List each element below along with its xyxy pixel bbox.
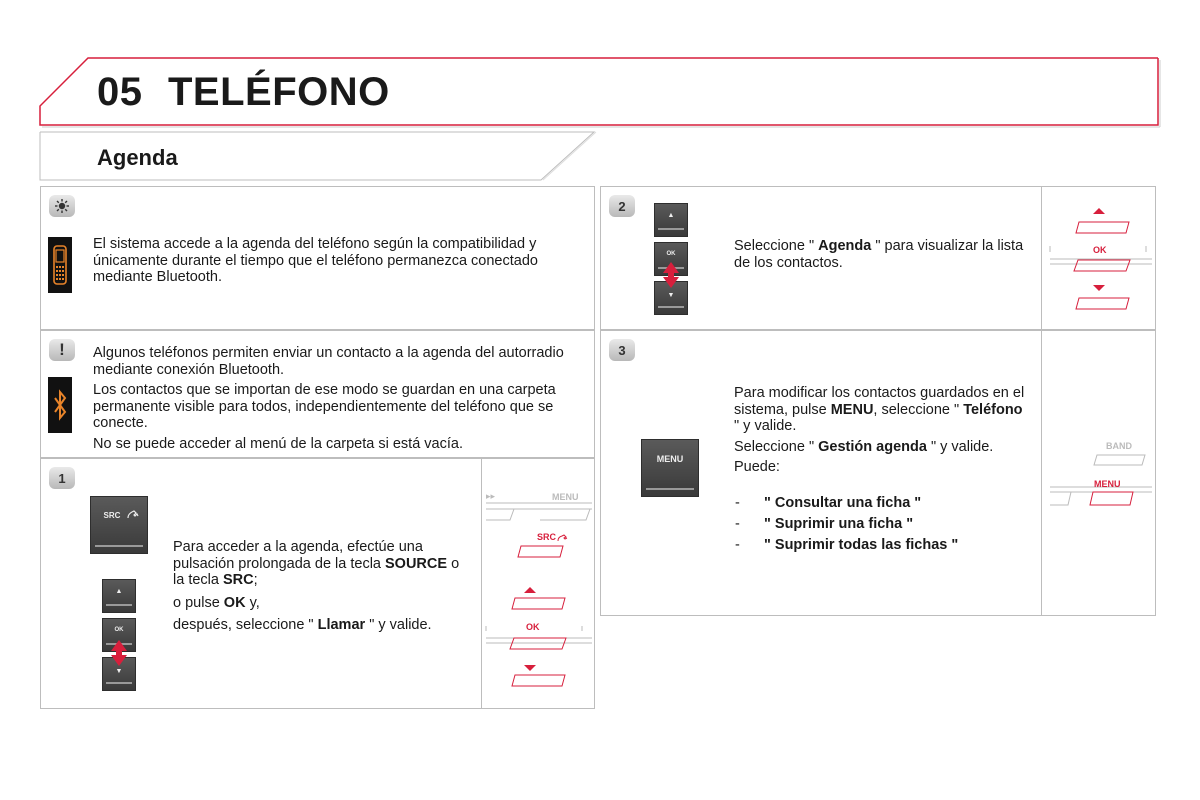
lightbulb-icon	[49, 195, 75, 217]
src-key	[90, 496, 148, 554]
src-key-label: SRC	[103, 511, 121, 520]
phone-handset-icon	[127, 510, 139, 520]
display-ok-label: OK	[526, 622, 540, 632]
step-1-display-column	[481, 459, 595, 708]
step-1-panel	[40, 458, 595, 709]
warning-text	[93, 345, 588, 456]
display-ok-group	[1042, 203, 1156, 313]
section-title: Agenda	[97, 145, 178, 170]
press-indicator-icon	[661, 261, 681, 289]
warning-panel	[40, 330, 595, 458]
ok-key: OK	[654, 242, 688, 276]
display-src-label: SRC	[537, 532, 557, 542]
warning-line-1: Algunos teléfonos permiten enviar un contacto a la agenda del autorradio mediante conexión Bluetooth.	[93, 345, 564, 378]
warning-line-2: Los contactos que se importan de ese modo se guardan en una carpeta permanente visible para todos, independientemente del teléfono que se conecte.	[93, 382, 556, 431]
up-key: ▲	[102, 579, 136, 613]
step-2-text: Seleccione " Agenda " para visualizar la lista de los contactos.	[734, 238, 1024, 271]
step-1-badge: 1	[49, 467, 75, 489]
option-item-1: " Consultar una ficha "	[764, 495, 922, 511]
step-3-puede: Puede:	[734, 459, 780, 475]
bluetooth-icon	[48, 377, 72, 433]
step-2-badge: 2	[609, 195, 635, 217]
option-item-2: " Suprimir una ficha "	[764, 516, 914, 532]
step-1-text: Para acceder a la agenda, efectúe una pulsación prolongada de la tecla SOURCE o la tecla SRC; o pulse OK y, después, seleccione " Llamar " y valide.	[173, 539, 460, 633]
down-key: ▼	[654, 281, 688, 315]
menu-key: MENU	[641, 439, 699, 497]
display-menu-line	[482, 487, 596, 527]
display-band-label: BAND	[1106, 441, 1132, 451]
info-panel	[40, 186, 595, 330]
option-dash-3: -	[735, 537, 740, 553]
step-3-display-column	[1041, 331, 1156, 615]
display-menu-label: MENU	[552, 492, 579, 502]
step-3-badge: 3	[609, 339, 635, 361]
step-2-display-column	[1041, 187, 1156, 329]
warning-line-3: No se puede acceder al menú de la carpeta si está vacía.	[93, 435, 463, 452]
display-menu-label: MENU	[1094, 479, 1121, 489]
option-dash-2: -	[735, 516, 740, 532]
section-header-frame	[0, 128, 600, 184]
press-indicator-icon	[109, 639, 129, 667]
option-item-3: " Suprimir todas las fichas "	[764, 537, 959, 553]
display-ok-label: OK	[1093, 245, 1107, 255]
display-forward-label: ▸▸	[486, 491, 496, 501]
chapter-number: 05	[97, 70, 143, 114]
step-2-panel	[600, 186, 1156, 330]
step-3-text: Para modificar los contactos guardados en el sistema, pulse MENU, seleccione " Teléfono " y valide. Seleccione " Gestión agenda " y valide. Puede:	[734, 385, 1029, 480]
up-key: ▲	[654, 203, 688, 237]
exclamation-icon: !	[49, 339, 75, 361]
down-key: ▼	[102, 657, 136, 691]
step-3-panel	[600, 330, 1156, 616]
display-ok-group	[482, 583, 596, 693]
mobile-phone-icon	[48, 237, 72, 293]
chapter-title: TELÉFONO	[168, 70, 390, 114]
display-src-box	[510, 529, 594, 563]
info-text: El sistema accede a la agenda del teléfono según la compatibilidad y únicamente durante el tiempo que el teléfono permanezca conectado mediante Bluetooth.	[93, 236, 538, 285]
ok-key: OK	[102, 618, 136, 652]
option-dash-1: -	[735, 495, 740, 511]
